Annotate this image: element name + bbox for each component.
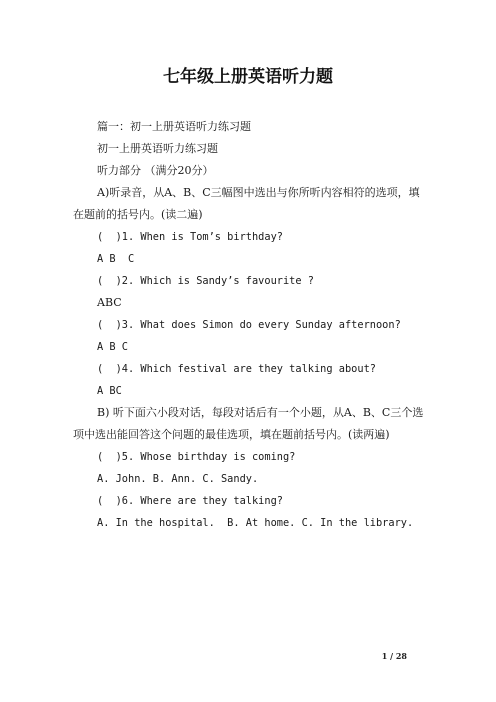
doc-line-3: 听力部分 （满分20分） [97, 164, 214, 177]
page-number: 1 / 28 [381, 651, 407, 661]
section-b-instructions: B) 听下面六小段对话，每段对话后有一个小题，从A、B、C三个选项中选出能回答这个问题的最佳选项，填在题前括号内。(读两遍) [73, 406, 424, 441]
question-2-options: ABC [97, 296, 122, 309]
section-a-instructions: A)听录音，从A、B、C三幅图中选出与你所听内容相符的选项，填在题前的括号内。(读二遍) [73, 186, 420, 221]
question-1: ( )1. When is Tom’s birthday? [97, 231, 283, 243]
question-5: ( )5. Whose birthday is coming? [97, 451, 296, 463]
question-4: ( )4. Which festival are they talking about? [97, 363, 376, 375]
question-3-options: A B C [97, 341, 128, 353]
question-5-options: A. John. B. Ann. C. Sandy. [97, 473, 259, 485]
document-title: 七年级上册英语听力题 [163, 67, 333, 87]
question-3: ( )3. What does Simon do every Sunday afternoon? [97, 319, 401, 331]
doc-line-1: 篇一：初一上册英语听力练习题 [97, 120, 251, 133]
document-body [73, 116, 426, 534]
question-6-options: A. In the hospital. B. At home. C. In the library. [97, 517, 414, 529]
question-1-options: A B C [97, 253, 135, 265]
question-6: ( )6. Where are they talking? [97, 495, 283, 507]
question-2: ( )2. Which is Sandy’s favourite ? [97, 275, 314, 287]
question-4-options: A BC [97, 385, 122, 397]
doc-line-2: 初一上册英语听力练习题 [97, 142, 218, 155]
